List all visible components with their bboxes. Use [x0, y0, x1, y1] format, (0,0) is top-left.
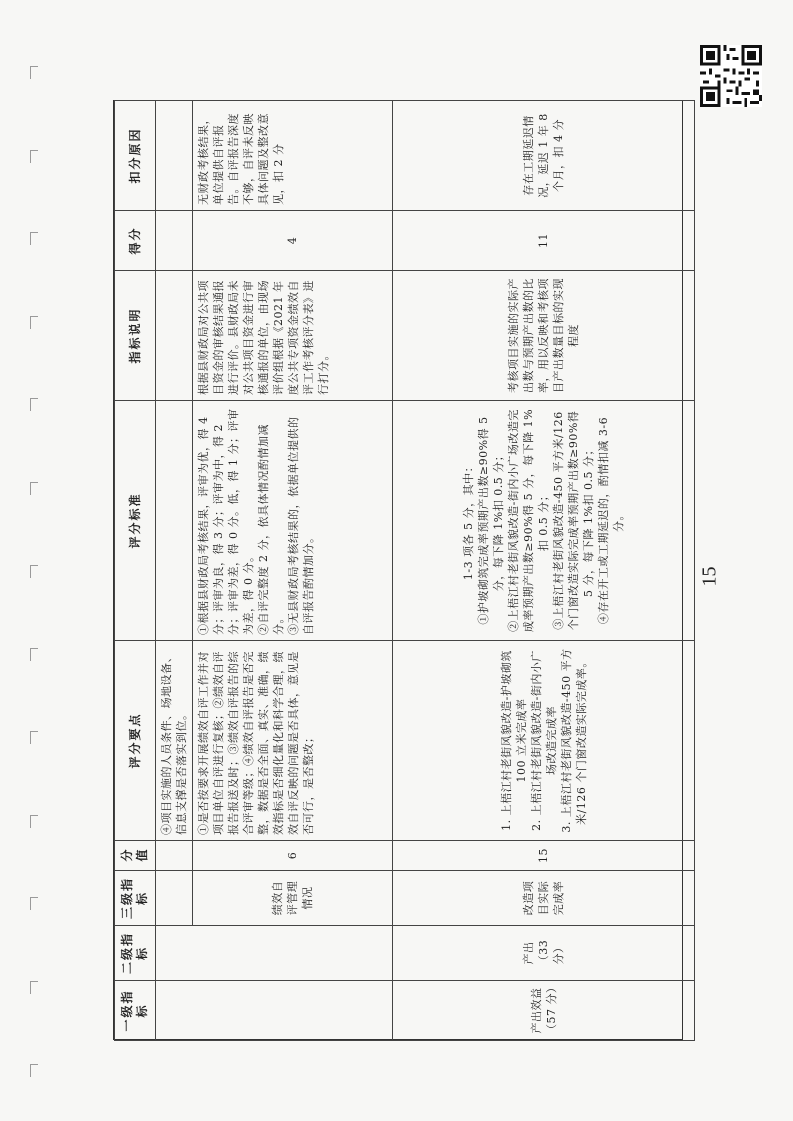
header-level1: 一级指标	[115, 981, 156, 1041]
cell-points: ①是否按要求开展绩效自评工作并对项目单位自评进行复核；②绩效自评报告报送及时；③绩效自评报告的综合评审等级；④绩效自评报告是否完整，数据是否全面、真实、准确，绩效指标是否细化量化和科学合理，绩效自评反映的问题是否具体，意见是否可行，是否整改；	[193, 641, 393, 841]
cell-standard	[393, 401, 695, 641]
cell-weight	[156, 841, 193, 871]
standard-item: ①护坡砌筑完成率预期产出数≥90%得 5 分，每下降 1%扣 0.5 分；	[477, 416, 505, 625]
points-item: 3. 上梧江村老街风貌改造-450 平方米/126 个门窗改造实际完成率。	[559, 648, 588, 833]
header-weight: 分值	[115, 841, 156, 871]
header-level2: 二级指标	[115, 926, 156, 981]
cell-deduction: 无财政考核结果，单位提供自评报告。自评报告深度不够，自评未反映具体问题及整改意见，扣 2 分	[193, 101, 393, 211]
standard-item: 1-3 项各 5 分，其中：	[462, 460, 475, 581]
cell-explanation	[156, 271, 193, 401]
cell-weight: 15	[393, 841, 695, 871]
standard-item: ③上梧江村老街风貌改造-450 平方米/126 个门窗改造实际完成率预期产出数≥90%得 5 分，每下降 1%扣 0.5 分；	[552, 410, 595, 631]
header-score: 得分	[115, 211, 156, 271]
cell-standard	[156, 401, 193, 641]
cell-level3	[156, 871, 193, 926]
cell-level3: 改造项目实际完成率	[393, 871, 695, 926]
header-level3: 三级指标	[115, 871, 156, 926]
header-standard: 评分标准	[115, 401, 156, 641]
cell-score: 11	[393, 211, 695, 271]
page-number: 15	[698, 566, 721, 587]
cell-level2	[156, 926, 393, 981]
binding-mark	[30, 398, 38, 411]
binding-mark	[30, 565, 38, 578]
standard-item: ②自评完整度 2 分，依具体情况酌情加减分。	[257, 424, 285, 635]
header-explanation: 指标说明	[115, 271, 156, 401]
cell-explanation: 考核项目实施的实际产出数与预期产出数的比率，用以反映和考核项目产出数量目标的实现程度	[393, 271, 695, 401]
cell-level1: 产出效益（57 分）	[393, 981, 695, 1041]
cell-score: 4	[193, 211, 393, 271]
binding-mark	[30, 1064, 38, 1077]
table-row	[193, 101, 393, 1041]
cell-level3: 绩效自评管理情况	[193, 871, 393, 926]
cell-deduction	[156, 101, 193, 211]
standard-item: ①根据县财政局考核结果，评审为优，得 4 分；评审为良，得 3 分；评审为中，得 2 分；评审为差，得 0 分。低，得 1 分；评审为差，得 0 分。	[197, 408, 255, 635]
cell-points	[393, 641, 695, 841]
binding-mark	[30, 731, 38, 744]
cell-score	[156, 211, 193, 271]
cell-points: ④项目实施的人员条件、场地设备、信息支撑是否落实到位。	[156, 641, 193, 841]
table-row	[393, 101, 695, 1041]
table-row	[156, 101, 193, 1041]
cell-level1	[156, 981, 393, 1041]
header-points: 评分要点	[115, 641, 156, 841]
binding-mark	[30, 232, 38, 245]
cell-weight: 6	[193, 841, 393, 871]
points-item: 2. 上梧江村老街风貌改造-街内小广场改造完成率	[529, 650, 558, 831]
binding-mark	[30, 648, 38, 661]
table-header-row	[115, 101, 156, 1041]
standard-item: ③无县财政局考核结果的，依据单位提供的自评报告酌情加分。	[287, 416, 315, 635]
cell-standard	[193, 401, 393, 641]
binding-mark	[30, 482, 38, 495]
binding-mark	[30, 150, 38, 163]
binding-mark	[30, 981, 38, 994]
cell-explanation: 根据县财政局对公共项目资金的审核结果通报进行评价。县财政局未对公共项目资金进行审核通报的单位，由现场评价组根据《2021 年度公共专项资金绩效自评工作考核评分表》进行打分。	[193, 271, 393, 401]
header-deduction: 扣分原因	[115, 101, 156, 211]
binding-mark	[30, 316, 38, 329]
binding-mark	[30, 66, 38, 79]
evaluation-table-frame	[113, 100, 683, 1040]
standard-item: ②上梧江村老街风貌改造-街内小广场改造完成率预期产出数≥90%得 5 分，每下降 1%扣 0.5 分；	[507, 408, 550, 633]
cell-level2: 产出（33 分）	[393, 926, 695, 981]
binding-mark	[30, 815, 38, 828]
cell-deduction: 存在工期延迟情况，延迟 1 年 8 个月，扣 4 分	[393, 101, 695, 211]
binding-mark	[30, 897, 38, 910]
evaluation-table	[114, 100, 695, 1041]
standard-item: ④存在开工或工期延迟的，酌情扣减 3-6 分。	[597, 416, 625, 625]
points-item: 1. 上梧江村老街风貌改造-护坡砌筑 100 立米完成率	[499, 650, 528, 831]
qr-code	[700, 45, 762, 107]
